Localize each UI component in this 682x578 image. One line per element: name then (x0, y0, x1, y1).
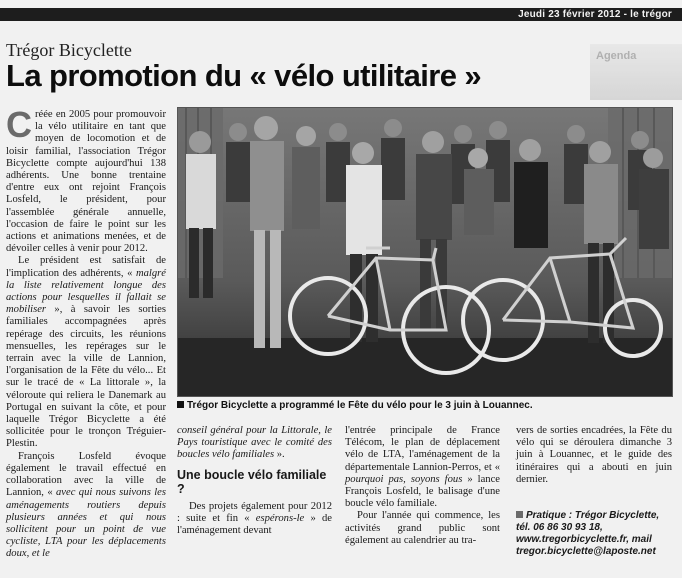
adjacent-article-fragment (590, 44, 682, 100)
article-column-1 (6, 104, 166, 561)
paragraph-quote-end: conseil général pour la Littorale, le Pays touristique avec le comité des boucles vélo familiales ». (177, 425, 332, 461)
paragraph-plans: l'entrée principale de France Télécom, le plan de déplacement vélo de LTA, l'aménagement de la départementale Lannion-Perros, et « pourquoi pas, soyons fous » lance François Losfeld, le balisage d'une boucle vélo familiale. (345, 425, 500, 510)
drop-cap: C (6, 104, 32, 145)
page-band (0, 8, 682, 21)
paragraph-collaboration: François Losfeld évoque également le travail effectué en collaboration avec la ville de Lannion, « avec qui nous suivons les aménagements routiers depuis plusieurs années et qui nous sollicitent pour un point de vue cycliste, LTA pour les déplacements doux, et le (6, 450, 166, 560)
paragraph-projects: Des projets également pour 2012 : suite et fin « espérons-le » de l'aménagement devant (177, 500, 332, 537)
group-photo (177, 107, 673, 397)
section-subhead: Une boucle vélo familiale ? (177, 467, 327, 496)
caption-bullet (177, 401, 184, 408)
article-headline: La promotion du « vélo utilitaire » (6, 58, 482, 93)
photo-illustration (178, 108, 672, 396)
page-date: Jeudi 23 février 2012 - le trégor (518, 9, 672, 20)
paragraph-events: vers de sorties encadrées, la Fête du vélo qui se déroulera dimanche 3 juin à Louannec, et le guide des itinéraires qui a abouti en juin dernier. (516, 425, 672, 485)
article-kicker: Trégor Bicyclette (6, 40, 132, 60)
paragraph-intro: Créée en 2005 pour promouvoir la vélo utilitaire en tant que moyen de locomotion et de loisir familial, l'association Trégor Bicyclette compte aujourd'hui 138 adhérents. Une bonne trentaine d'entre eux ont rejoint François Losfeld, le président, pour l'assemblée générale annuelle, l'occasion de faire le point sur les actions et animations menées, et de dévoiler celles à venir pour 2012. (6, 104, 166, 255)
paragraph-activities: Pour l'année qui commence, les activités grand public sont également au calendrier au tra- (345, 510, 500, 546)
practical-info: Pratique : Trégor Bicyclette, tél. 06 86 30 93 18, www.tregorbicyclette.fr, mail tregor.bicyclette@laposte.net (516, 510, 660, 558)
article-column-2 (177, 425, 332, 537)
article-column-3 (345, 425, 500, 547)
adjacent-badge: Agenda (596, 50, 637, 62)
photo-caption: Trégor Bicyclette a programmé le Fête du vélo pour le 3 juin à Louannec. (177, 400, 533, 411)
info-bullet (516, 511, 523, 518)
article-column-4 (516, 425, 672, 558)
paragraph-president: Le président est satisfait de l'implication des adhérents, « malgré la liste relativement longue des actions pour lesquelles il fallait se mobiliser », à savoir les sorties familiales accompagnées après repérage des circuits, les réunions mensuelles, les repérages sur le terrain avec la ville de Lannion, l'organisation de la Fête du vélo... Et sur le tracé de « La littorale », la véloroute qui reliera le Danemark au Portugal en suivant la côte, et pour laquelle Trégor Bicyclette a été sollicitée pour le tronçon Tréguier-Plestin. (6, 255, 166, 450)
